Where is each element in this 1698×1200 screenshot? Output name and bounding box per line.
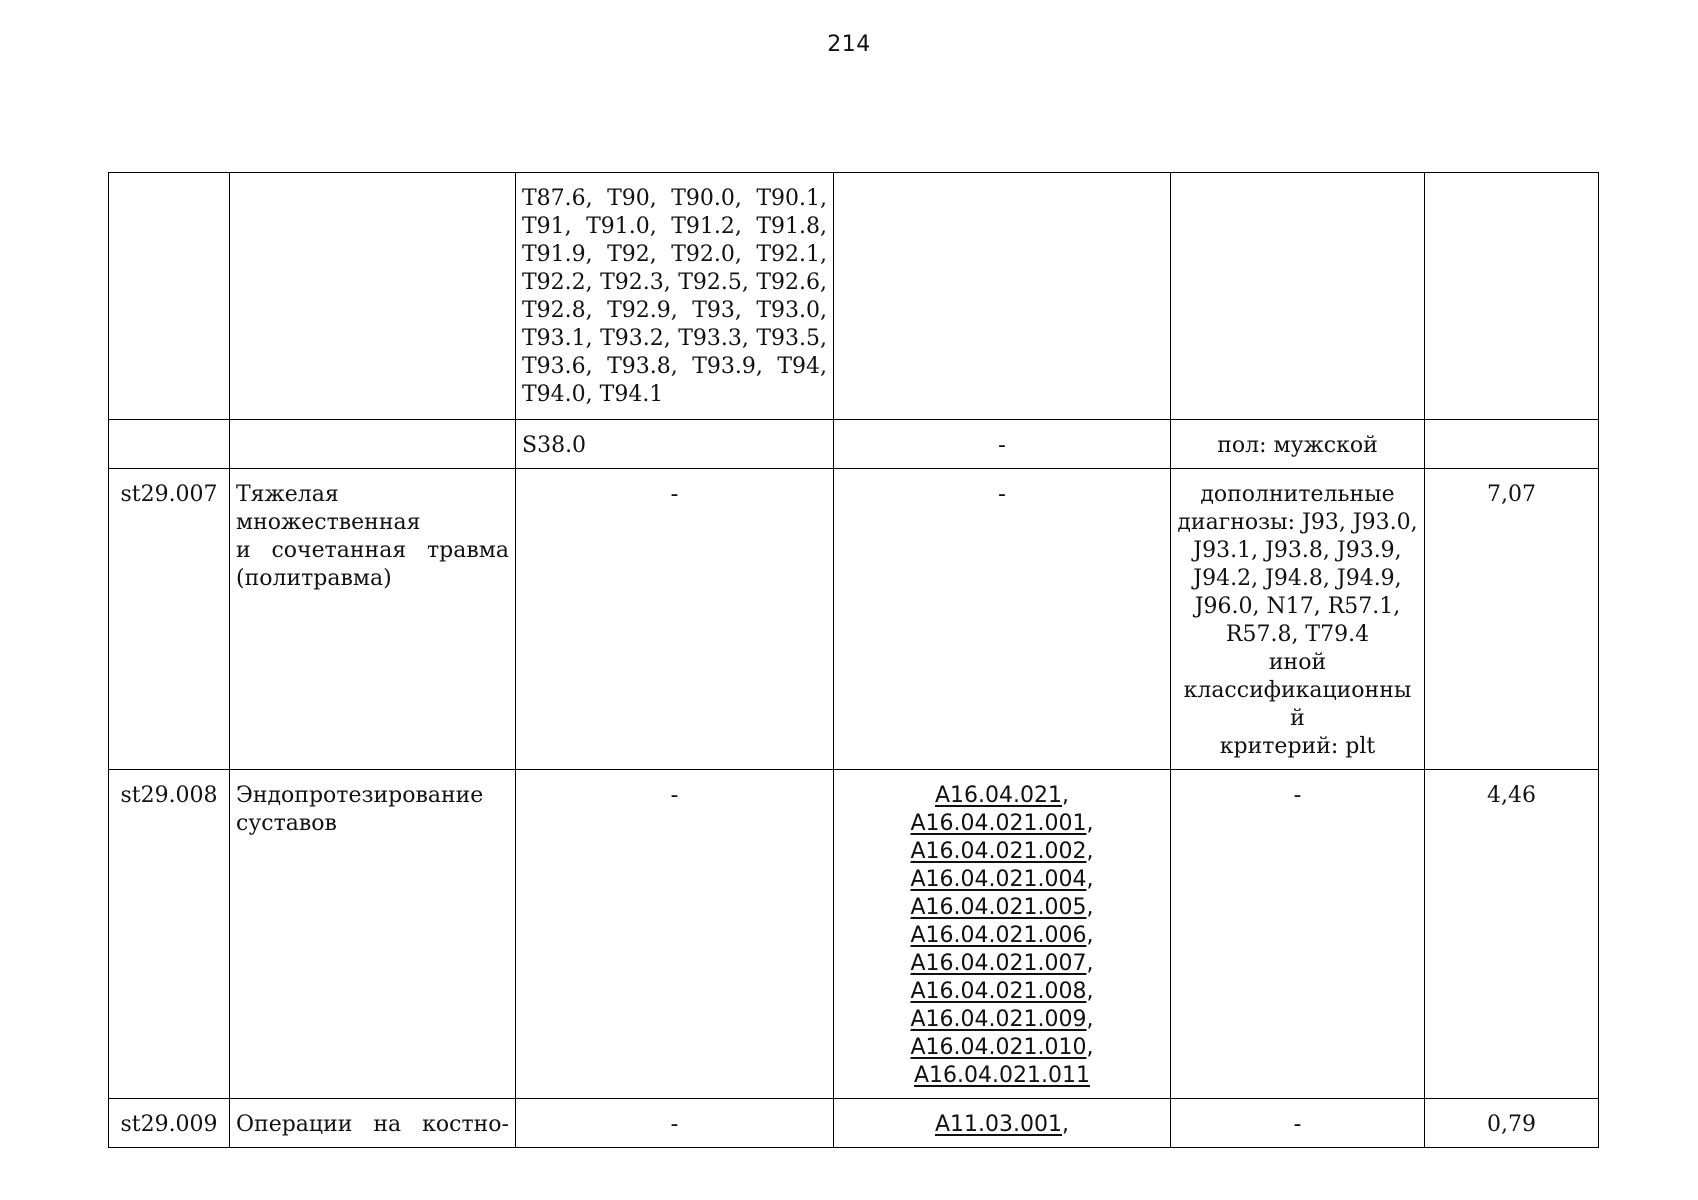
criteria-cell: - [1171, 770, 1425, 1099]
page-number: 214 [827, 32, 871, 57]
coefficient-cell [1425, 420, 1599, 469]
table-row [109, 173, 1599, 420]
procedure-line: A16.04.021.008, [910, 979, 1094, 1004]
kst-name-cell [230, 770, 516, 1099]
procedure-line: A11.03.001, [934, 1112, 1069, 1137]
procedures-cell: - [834, 469, 1171, 770]
kst-name-cell [230, 469, 516, 770]
procedure-line: A16.04.021.006, [910, 923, 1094, 948]
diagnoses-cell: - [516, 770, 834, 1099]
procedure-line: A16.04.021.005, [910, 895, 1094, 920]
kst-code-cell: st29.008 [109, 770, 230, 1099]
kst-name-line: (политравма) [236, 566, 392, 591]
diagnosis-code: T92.0, [671, 242, 742, 267]
procedure-line: A16.04.021.009, [910, 1007, 1094, 1032]
diagnosis-code: T91, [522, 214, 572, 239]
diagnosis-code: T93.1, [522, 326, 593, 351]
diagnosis-code: T94, [777, 354, 827, 379]
diagnosis-code: T92.5, [678, 270, 749, 295]
diagnosis-code: T93.8, [607, 354, 678, 379]
table-row [109, 770, 1599, 1099]
diagnosis-line [522, 241, 827, 269]
procedures-cell [834, 173, 1171, 420]
diagnoses-cell: - [516, 1099, 834, 1148]
procedure-code-link[interactable]: A16.04.021.007 [910, 951, 1087, 976]
kst-code-cell: st29.009 [109, 1099, 230, 1148]
diagnosis-code: T92.1, [756, 242, 827, 267]
diagnosis-code: T90.1, [756, 186, 827, 211]
diagnosis-code: T91.2, [671, 214, 742, 239]
criteria-cell [1171, 469, 1425, 770]
procedure-code-link[interactable]: A16.04.021.001 [910, 811, 1087, 836]
kst-code-cell [109, 420, 230, 469]
diagnosis-code: T93.3, [678, 326, 749, 351]
diagnosis-code: T93, [692, 298, 742, 323]
diagnosis-code: T94.0, T94.1 [522, 382, 664, 407]
procedure-code-link[interactable]: A16.04.021.005 [910, 895, 1087, 920]
diagnosis-line [522, 213, 827, 241]
diagnosis-line [522, 185, 827, 213]
diagnoses-cell: S38.0 [516, 420, 834, 469]
kst-name-cell [230, 173, 516, 420]
diagnosis-code: T92.3, [600, 270, 671, 295]
procedure-code-link[interactable]: A16.04.021.011 [914, 1063, 1090, 1088]
criteria-line: дополнительные [1200, 482, 1395, 507]
diagnosis-line [522, 381, 827, 409]
procedure-code-link[interactable]: A16.04.021 [934, 783, 1062, 808]
criteria-line: критерий: plt [1219, 734, 1376, 759]
procedure-code-link[interactable]: A11.03.001 [934, 1112, 1062, 1137]
criteria-line: R57.8, T79.4 [1225, 622, 1370, 647]
diagnosis-code: T90.0, [671, 186, 742, 211]
coefficient-cell: 0,79 [1425, 1099, 1599, 1148]
procedure-code-link[interactable]: A16.04.021.008 [910, 979, 1087, 1004]
kst-name-line: Эндопротезирование [236, 783, 484, 808]
diagnosis-line [522, 297, 827, 325]
diagnosis-line [522, 325, 827, 353]
diagnosis-code: T93.0, [756, 298, 827, 323]
criteria-cell: пол: мужской [1171, 420, 1425, 469]
criteria-cell: - [1171, 1099, 1425, 1148]
tariff-table [108, 172, 1599, 1148]
kst-name-line: Тяжелая множественная [236, 482, 421, 535]
kst-name-cell [230, 1099, 516, 1148]
procedures-cell: - [834, 420, 1171, 469]
kst-name-line: и сочетанная травма [236, 538, 509, 563]
criteria-line: диагнозы: J93, J93.0, [1177, 510, 1418, 535]
criteria-line: иной [1268, 650, 1327, 675]
kst-name-cell [230, 420, 516, 469]
diagnosis-code: T93.9, [692, 354, 763, 379]
diagnosis-code: T92.9, [607, 298, 678, 323]
kst-code-cell [109, 173, 230, 420]
procedure-code-link[interactable]: A16.04.021.002 [910, 839, 1087, 864]
procedure-line: A16.04.021.002, [910, 839, 1094, 864]
procedures-cell [834, 770, 1171, 1099]
procedure-line: A16.04.021.007, [910, 951, 1094, 976]
procedure-line: A16.04.021.004, [910, 867, 1094, 892]
criteria-line: J94.2, J94.8, J94.9, [1193, 566, 1402, 591]
diagnosis-code: T91.8, [756, 214, 827, 239]
diagnoses-cell [516, 173, 834, 420]
table-row [109, 1099, 1599, 1148]
procedure-line: A16.04.021, [934, 783, 1069, 808]
diagnosis-code: T90, [607, 186, 657, 211]
diagnosis-code: T91.9, [522, 242, 593, 267]
diagnosis-code: T87.6, [522, 186, 593, 211]
kst-code-cell: st29.007 [109, 469, 230, 770]
diagnosis-code: T92.2, [522, 270, 593, 295]
diagnosis-line [522, 353, 827, 381]
diagnosis-code: T92.6, [756, 270, 827, 295]
table-row [109, 420, 1599, 469]
diagnosis-code: T93.6, [522, 354, 593, 379]
criteria-cell [1171, 173, 1425, 420]
kst-name-line: Операции на костно- [236, 1112, 509, 1137]
coefficient-cell: 4,46 [1425, 770, 1599, 1099]
diagnosis-line [522, 269, 827, 297]
procedures-cell [834, 1099, 1171, 1148]
diagnosis-code: T92, [607, 242, 657, 267]
coefficient-cell: 7,07 [1425, 469, 1599, 770]
diagnosis-code-list [522, 185, 827, 409]
diagnosis-code: T91.0, [586, 214, 657, 239]
diagnosis-code: T93.5, [756, 326, 827, 351]
diagnosis-code: T93.2, [600, 326, 671, 351]
procedure-code-link[interactable]: A16.04.021.004 [910, 867, 1087, 892]
criteria-line: J93.1, J93.8, J93.9, [1193, 538, 1402, 563]
procedure-code-link[interactable]: A16.04.021.010 [910, 1035, 1087, 1060]
procedure-code-link[interactable]: A16.04.021.006 [910, 923, 1087, 948]
coefficient-cell [1425, 173, 1599, 420]
procedure-code-link[interactable]: A16.04.021.009 [910, 1007, 1087, 1032]
procedure-line: A16.04.021.010, [910, 1035, 1094, 1060]
criteria-line: J96.0, N17, R57.1, [1194, 594, 1401, 619]
criteria-line: классификационный [1183, 678, 1412, 731]
kst-name-line: суставов [236, 811, 337, 836]
diagnosis-code: T92.8, [522, 298, 593, 323]
diagnoses-cell: - [516, 469, 834, 770]
procedure-line: A16.04.021.001, [910, 811, 1094, 836]
procedure-line [840, 1062, 1164, 1090]
table-row [109, 469, 1599, 770]
